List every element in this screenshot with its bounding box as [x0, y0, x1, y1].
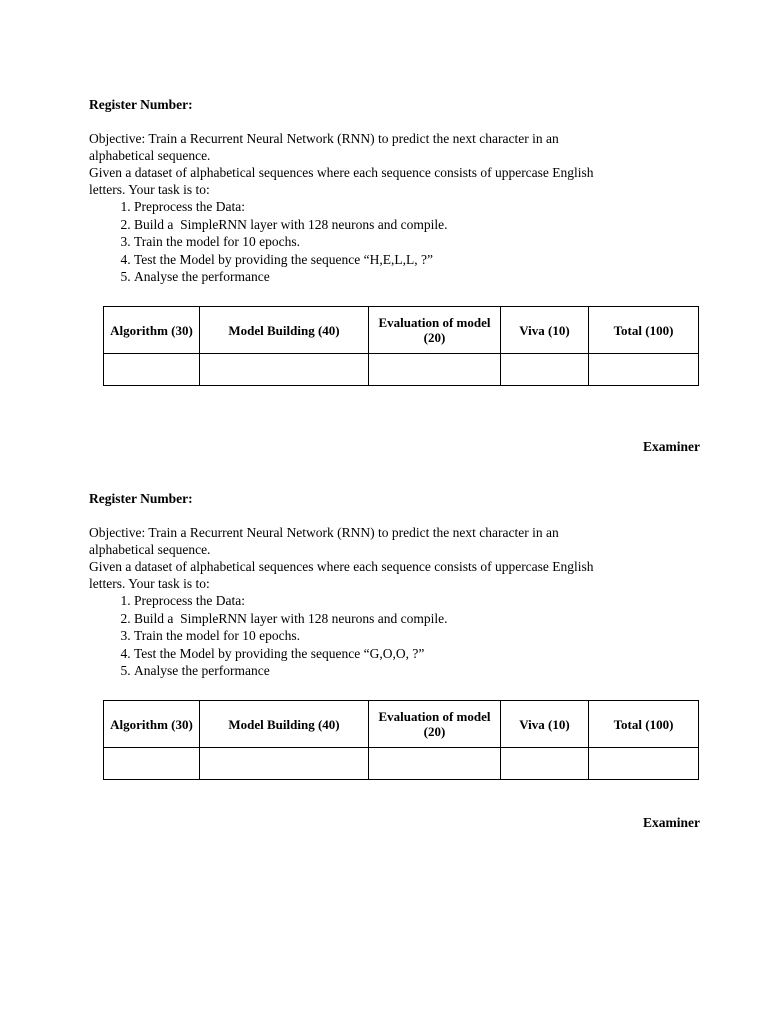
objective-line-2: alphabetical sequence.	[89, 148, 211, 163]
task-list	[89, 592, 700, 680]
header-model-building: Model Building (40)	[200, 701, 369, 748]
task-item: 4. Test the Model by providing the sequence “H,E,L,L, ?”	[134, 251, 700, 269]
marks-entry-row	[104, 748, 699, 780]
total-marks-cell[interactable]	[589, 748, 699, 780]
algorithm-marks-cell[interactable]	[104, 748, 200, 780]
viva-marks-cell[interactable]	[501, 354, 589, 386]
given-line-2: letters. Your task is to:	[89, 182, 210, 197]
header-total: Total (100)	[589, 307, 699, 354]
objective-line-2: alphabetical sequence.	[89, 542, 211, 557]
objective-line-1: Objective: Train a Recurrent Neural Network (RNN) to predict the next character in an	[89, 131, 559, 146]
total-marks-cell[interactable]	[589, 354, 699, 386]
model-building-marks-cell[interactable]	[200, 354, 369, 386]
header-algorithm: Algorithm (30)	[104, 701, 200, 748]
task-item: 5. Analyse the performance	[134, 268, 700, 286]
question-section-2	[89, 490, 700, 680]
task-item: 2. Build a SimpleRNN layer with 128 neurons and compile.	[134, 216, 700, 234]
header-total: Total (100)	[589, 701, 699, 748]
task-item: 4. Test the Model by providing the sequence “G,O,O, ?”	[134, 645, 700, 663]
task-item: 5. Analyse the performance	[134, 662, 700, 680]
question-section-1	[89, 96, 700, 286]
evaluation-marks-cell[interactable]	[369, 354, 501, 386]
header-model-building: Model Building (40)	[200, 307, 369, 354]
task-item: 1. Preprocess the Data:	[134, 198, 700, 216]
viva-marks-cell[interactable]	[501, 748, 589, 780]
given-line-2: letters. Your task is to:	[89, 576, 210, 591]
header-evaluation: Evaluation of model (20)	[369, 307, 501, 354]
task-item: 1. Preprocess the Data:	[134, 592, 700, 610]
task-item: 3. Train the model for 10 epochs.	[134, 233, 700, 251]
examiner-label: Examiner	[643, 439, 700, 454]
given-line-1: Given a dataset of alphabetical sequences where each sequence consists of uppercase English	[89, 165, 594, 180]
evaluation-marks-cell[interactable]	[369, 748, 501, 780]
header-viva: Viva (10)	[501, 307, 589, 354]
register-number-label: Register Number:	[89, 97, 193, 112]
task-list	[89, 198, 700, 286]
marks-header-row	[104, 307, 699, 354]
task-item: 2. Build a SimpleRNN layer with 128 neurons and compile.	[134, 610, 700, 628]
task-item: 3. Train the model for 10 epochs.	[134, 627, 700, 645]
marks-table-1	[103, 306, 699, 386]
header-evaluation: Evaluation of model (20)	[369, 701, 501, 748]
given-line-1: Given a dataset of alphabetical sequences where each sequence consists of uppercase English	[89, 559, 594, 574]
marks-entry-row	[104, 354, 699, 386]
marks-header-row	[104, 701, 699, 748]
algorithm-marks-cell[interactable]	[104, 354, 200, 386]
examiner-label: Examiner	[643, 815, 700, 830]
register-number-label: Register Number:	[89, 491, 193, 506]
marks-table-2	[103, 700, 699, 780]
objective-line-1: Objective: Train a Recurrent Neural Network (RNN) to predict the next character in an	[89, 525, 559, 540]
header-algorithm: Algorithm (30)	[104, 307, 200, 354]
header-viva: Viva (10)	[501, 701, 589, 748]
model-building-marks-cell[interactable]	[200, 748, 369, 780]
